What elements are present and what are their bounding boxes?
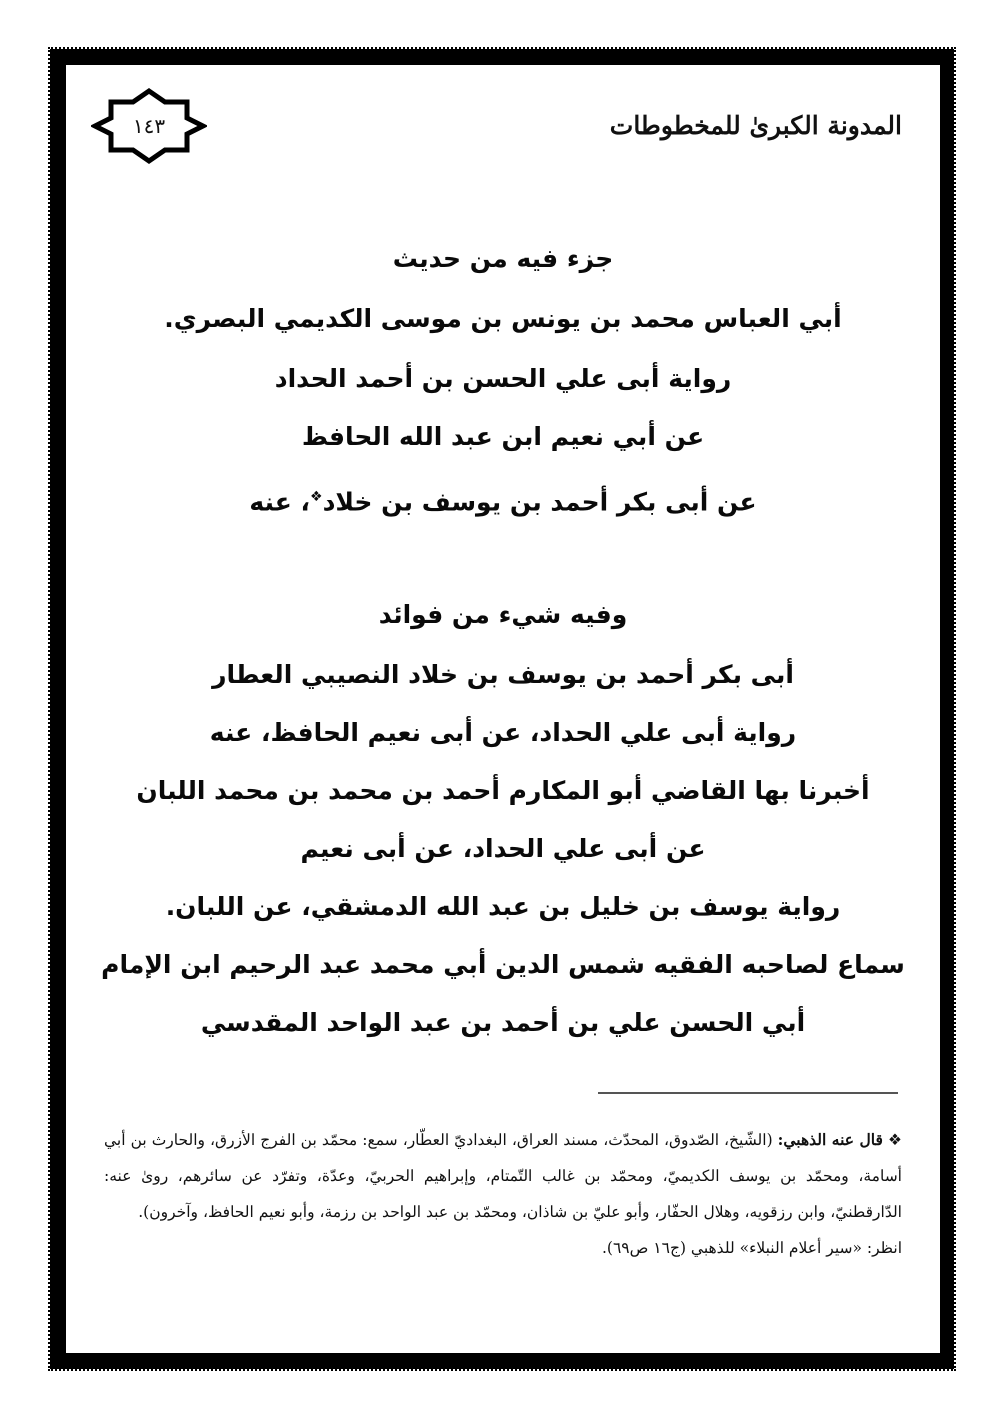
title-line: أبي العباس محمد بن يونس بن موسى الكديمي البصري. xyxy=(164,304,842,333)
title-line: جزء فيه من حديث xyxy=(392,244,614,273)
title-line: أبي الحسن علي بن أحمد بن عبد الواحد المقدسي xyxy=(200,1008,806,1037)
title-line: رواية أبى علي الحداد، عن أبى نعيم الحافظ، عنه xyxy=(209,718,797,747)
page-number-badge xyxy=(91,87,207,165)
page-number: ١٤٣ xyxy=(132,114,166,138)
page-border xyxy=(50,49,954,1369)
footnote xyxy=(104,1122,902,1266)
title-line: عن أبى علي الحداد، عن أبى نعيم xyxy=(300,834,706,863)
title-line: سماع لصاحبه الفقيه شمس الدين أبي محمد عبد الرحيم ابن الإمام xyxy=(101,950,905,979)
footnote-separator xyxy=(598,1092,898,1094)
title-line xyxy=(66,477,940,522)
book-title: المدونة الكبرىٰ للمخطوطات xyxy=(609,111,902,140)
footnote-lead: قال عنه الذهبي: xyxy=(777,1130,883,1149)
footnote-marker-icon: ❖ xyxy=(310,489,323,505)
footnote-reference: انظر: «سير أعلام النبلاء» للذهبي (ج١٦ ص٦٩). xyxy=(601,1239,902,1257)
page-content xyxy=(66,65,940,1353)
title-line-text: عن أبى بكر أحمد بن يوسف بن خلاد xyxy=(322,487,757,517)
title-line: أبى بكر أحمد بن يوسف بن خلاد النصيبي العطار xyxy=(212,660,794,689)
title-line: رواية أبى علي الحسن بن أحمد الحداد xyxy=(274,364,732,393)
title-line-tail: ، عنه xyxy=(249,487,311,517)
title-line: عن أبي نعيم ابن عبد الله الحافظ xyxy=(301,422,705,451)
title-line: أخبرنا بها القاضي أبو المكارم أحمد بن محمد بن محمد اللبان xyxy=(136,776,870,805)
footnote-body: (الشّيخ، الصّدوق، المحدّث، مسند العراق، البغداديّ العطّار، سمع: محمّد بن الفرج الأزرق، والحارث بن أبي أسامة، ومحمّد بن يوسف الكديميّ، ومحمّد بن غالب التّمتام، وإبراهيم الحربيّ، وعدّة، وتفرّد عن سائرهم، روىٰ عنه: الدّارقطنيّ، وابن رزقويه، وهلال الحفّار، وأبو عليّ بن شاذان، ومحمّد بن عبد الواحد بن رزمة، وأبو نعيم الحافظ، وآخرون). xyxy=(104,1131,902,1221)
title-line: رواية يوسف بن خليل بن عبد الله الدمشقي، عن اللبان. xyxy=(165,892,841,921)
footnote-marker-icon: ❖ xyxy=(887,1131,902,1149)
title-line: وفيه شيء من فوائد xyxy=(378,600,628,629)
